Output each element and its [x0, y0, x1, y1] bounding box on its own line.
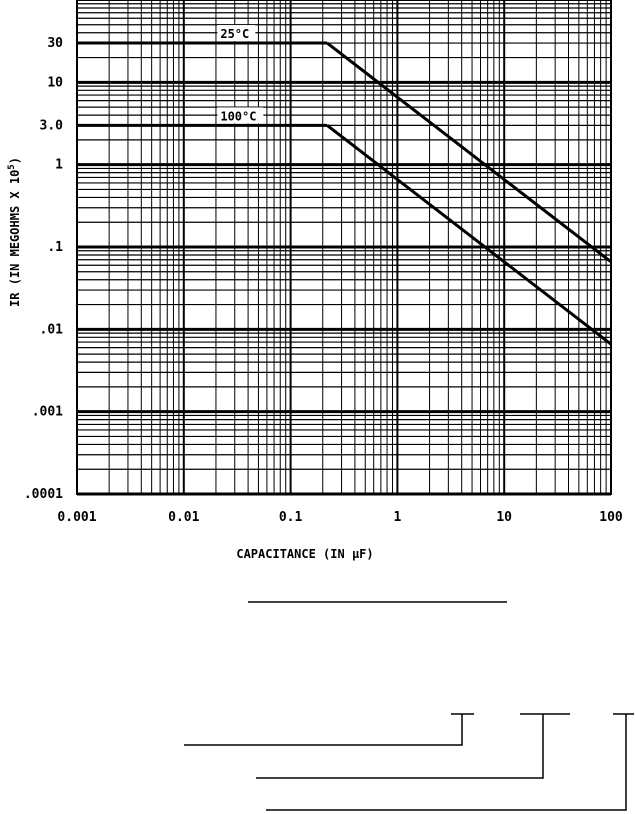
- form-leader-2: [256, 714, 543, 778]
- x-tick-label: 0.001: [57, 510, 97, 525]
- y-axis-label-main: IR (IN MEGOHMS X 10: [8, 169, 22, 307]
- y-tick-label: 3.0: [39, 118, 63, 134]
- y-tick-label: .1: [47, 240, 63, 255]
- y-axis-label-close: ): [8, 157, 22, 165]
- y-tick-label: 10: [47, 75, 63, 91]
- y-tick-label: .001: [31, 404, 63, 420]
- y-axis-label-exponent: 5: [7, 164, 17, 170]
- chart-curves: [77, 25, 611, 344]
- form-leader-3: [266, 714, 626, 810]
- y-axis-label: [7, 157, 22, 307]
- x-tick-label: 10: [496, 510, 513, 525]
- chart-tick-labels: [24, 36, 623, 525]
- x-tick-label: 0.1: [278, 510, 303, 525]
- curve-label: 100°C: [220, 109, 257, 124]
- x-axis-label: CAPACITANCE (IN µF): [236, 547, 374, 561]
- x-tick-label: 0.01: [168, 510, 200, 525]
- x-tick-label: 100: [599, 510, 623, 525]
- form-leader-1: [184, 714, 462, 745]
- x-tick-label: 1: [393, 510, 402, 525]
- y-tick-label: 30: [47, 36, 63, 52]
- curve-label: 25°C: [220, 27, 250, 42]
- y-tick-label: .0001: [23, 487, 63, 502]
- chart-grid: [77, 0, 611, 494]
- y-tick-label: .01: [39, 322, 63, 338]
- blank-form-lines: [184, 602, 634, 810]
- y-tick-label: 1: [55, 157, 63, 173]
